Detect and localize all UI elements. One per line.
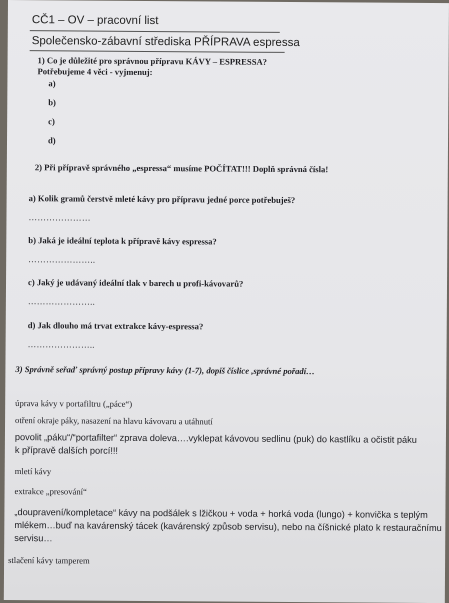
q1-item-c: c) (48, 116, 55, 127)
q3-step: „doupravení/kompletace“ kávy na podšálek s lžičkou + voda + horká voda (lungo) + konvička s teplým (14, 507, 428, 520)
q1-item-d: d) (47, 135, 56, 146)
q3-step-continuation: servisu… (14, 533, 53, 544)
worksheet-subtitle: Společensko-zábavní střediska PŘÍPRAVA espressa (31, 35, 300, 50)
q3-step: mletí kávy (14, 466, 52, 477)
subtitle-divider (30, 50, 285, 53)
q2-question-d: d) Jak dlouho má trvat extrakce kávy-espressa? (27, 320, 204, 332)
q2-answer-b-blank[interactable]: ………………….. (28, 254, 96, 265)
q2-answer-c-blank[interactable]: ………………….. (27, 296, 96, 307)
q1-item-a: a) (48, 78, 56, 89)
q3-step: úprava kávy v portafiltru („páce“) (15, 398, 133, 409)
question-1: 1) Co je důležité pro správnou přípravu KÁVY – ESPRESSA? (37, 55, 268, 67)
worksheet-page (4, 0, 449, 603)
q3-step-continuation: mlékem…buď na kavárenský tácek (kavárenský způsob servisu), nebo na číšnické plato k restauračnímu (14, 520, 442, 534)
q3-step-continuation: k přípravě dalších porcí!!! (14, 445, 119, 456)
question-1-instruction: Potřebujeme 4 věci - vyjmenuj: (37, 66, 153, 78)
q3-step: extrakce „presování“ (14, 486, 87, 497)
question-3: 3) Správně seřaď správný postup přípravy kávy (1-7), dopiš číslice ,správné pořadí… (15, 364, 315, 377)
q2-question-a: a) Kolik gramů čerstvě mleté kávy pro přípravu jedné porce potřebuješ? (28, 193, 296, 206)
q2-question-c: c) Jaký je udávaný ideální tlak v barech u profi-kávovarů? (27, 277, 244, 289)
q2-question-b: b) Jaká je ideální teplota k přípravě kávy espressa? (28, 235, 217, 247)
worksheet-title: CČ1 – OV – pracovní list (31, 14, 159, 28)
q3-step: otření okraje páky, nasazení na hlavu kávovaru a utáhnutí (15, 415, 213, 427)
q2-answer-a-blank[interactable]: ………………… (28, 212, 91, 223)
q1-item-b: b) (48, 97, 56, 108)
q2-answer-d-blank[interactable]: ………………….. (27, 339, 95, 350)
title-divider (30, 30, 280, 33)
q3-step: povolit „páku“/“portafilter“ zprava doleva….vyklepat kávovou sedlinu (puk) do kastlíku a očistit páku (14, 432, 417, 445)
q3-step: stlačení kávy tamperem (8, 555, 90, 566)
question-2: 2) Při přípravě správného „espressa“ musíme POČÍTAT!!! Doplň správná čísla! (34, 162, 329, 175)
